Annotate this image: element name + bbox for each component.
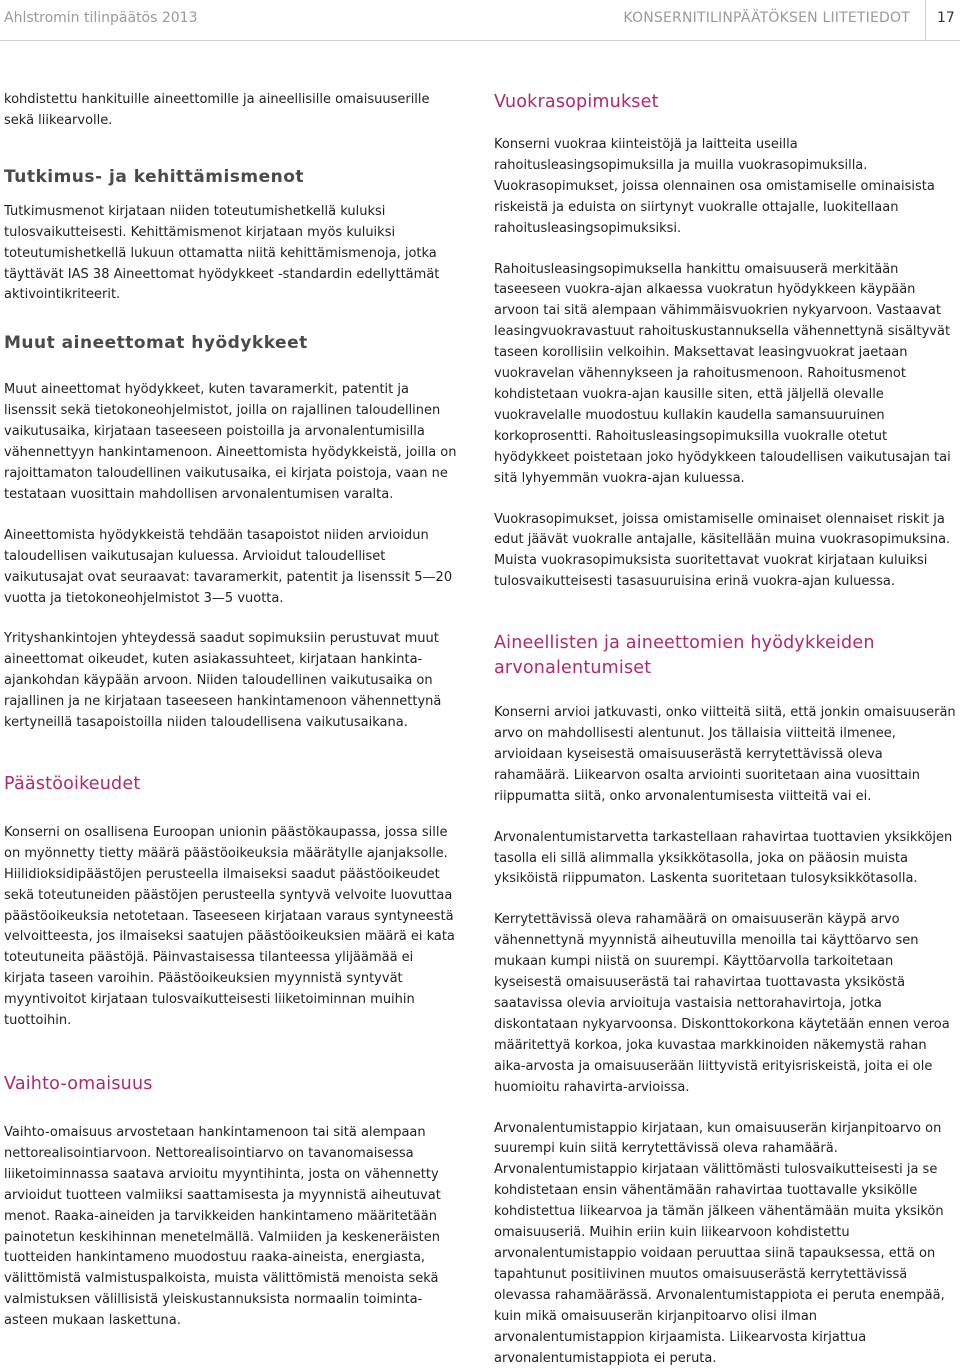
inventory-heading: Vaihto-omaisuus <box>4 1074 153 1094</box>
impairment-paragraph-2: Arvonalentumistarvetta tarkastellaan rahavirtaa tuottavien yksikköjen tasolla eli sillä alimmalla yksikkötasolla, joka on pääosin muista yksiköistä riippumaton. Laskenta suoritetaan tulosyksikkötasolla. <box>494 829 953 887</box>
impairment-heading: Aineellisten ja aineettomien hyödykkeiden arvonalentumiset <box>494 633 875 679</box>
leases-paragraph-3: Vuokrasopimukset, joissa omistamiselle ominaiset olennaiset riskit ja edut jäävät vuokralle antajalle, käsitellään muina vuokrasopimuksina. Muista vuokrasopimuksista suoritettavat vuokrat kirjataan kuluiksi tulosvaikutteisesti tasasuuruisina erinä vuokra-ajan kuluessa. <box>494 511 951 590</box>
leases-heading: Vuokrasopimukset <box>494 92 659 112</box>
report-title: Ahlstromin tilinpäätös 2013 <box>4 10 198 26</box>
leases-paragraph-2: Rahoitusleasingsopimuksella hankittu omaisuuserä merkitään taseeseen vuokra-ajan alkaessa vuokratun hyödykkeen käypään arvoon tai sitä alempaan vähimmäisvuokrien nykyarvoon. Vastaavat leasingvuokravastuut rahoituskustannuksella vähennettynä sisältyvät taseen korollisiin velkoihin. Maksettavat leasingvuokrat jaetaan vuokravelan vähennykseen ja rahoitusmenoon. Rahoitusmenot kohdistetaan vuokra-ajan kausille siten, että jäljellä olevalle vuokravelalle muodostuu kullakin kaudella samansuuruinen korkoprosentti. Rahoitusleasingsopimuksilla vuokralle otetut hyödykkeet poistetaan joko hyödykkeen taloudellisen vaikutusajan tai sitä lyhyemmän vuokra-ajan kuluessa. <box>494 261 951 486</box>
other-intangibles-paragraph-2: Aineettomista hyödykkeistä tehdään tasapoistot niiden arvioidun taloudellisen vaikutusajan kuluessa. Arvioidut taloudelliset vaikutusajat ovat seuraavat: tavaramerkit, patentit ja lisenssit 5—20 vuotta ja tietokoneohjelmistot 3—5 vuotta. <box>4 527 453 606</box>
other-intangibles-paragraph-3: Yrityshankintojen yhteydessä saadut sopimuksiin perustuvat muut aineettomat oikeudet, kuten asiakassuhteet, kirjataan hankinta-ajankohdan käypään arvoon. Niiden taloudellinen vaikutusaika on rajallinen ja ne kirjataan taseeseen hankintamenoon vähennettynä kertyneillä tasapoistoilla niiden taloudellisena vaikutusaikana. <box>4 631 442 731</box>
emissions-heading: Päästöoikeudet <box>4 773 141 794</box>
rd-heading: Tutkimus- ja kehittämismenot <box>4 166 305 187</box>
intro-paragraph: kohdistettu hankituille aineettomille ja aineellisille omaisuuserille sekä liikearvolle. <box>4 92 430 128</box>
section-title: KONSERNITILINPÄÄTÖKSEN LIITETIEDOT <box>623 10 910 26</box>
impairment-paragraph-3: Kerrytettävissä oleva rahamäärä on omaisuuserän käypä arvo vähennettynä myynnistä aiheutuvilla menoilla tai käyttöarvo sen mukaan kumpi niistä on suurempi. Käyttöarvolla tarkoitetaan kyseisestä omaisuuserästä tai rahavirtaa tuottavasta yksiköstä saatavissa olevia arvioituja vastaisia nettorahavirtoja, jotka diskontataan nykyarvoonsa. Diskonttokorkona käytetään ennen veroa määritettyä korkoa, joka kuvastaa markkinoiden näkemystä rahan aika-arvosta ja omaisuuserään liittyvistä erityisriskeistä, joita ei ole huomioitu rahavirta-arvioissa. <box>494 912 950 1095</box>
page-header <box>0 0 960 41</box>
left-column <box>4 90 458 1332</box>
inventory-paragraph: Vaihto-omaisuus arvostetaan hankintamenoon tai sitä alempaan nettorealisointiarvoon. Nettorealisointiarvo on tavanomaisessa liiketoiminnassa saatava arvioitu myyntihinta, josta on vähennetty arvioidut tuotteen valmiiksi saattamisesta ja myynnistä aiheutuvat menot. Raaka-aineiden ja tarvikkeiden hankintameno määritetään painotetun keskihinnan menetelmällä. Valmiiden ja keskeneräisten tuotteiden hankintameno muodostuu raaka-aineista, energiasta, välittömistä valmistuspalkoista, muista välittömistä menoista sekä valmistuksen välillisistä yleiskustannuksista normaalin toiminta-asteen mukaan laskettuna. <box>4 1125 441 1329</box>
page-number: 17 <box>937 10 955 26</box>
right-column <box>494 90 956 1369</box>
rd-paragraph: Tutkimusmenot kirjataan niiden toteutumishetkellä kuluksi tulosvaikutteisesti. Kehittämismenot kirjataan myös kuluiksi toteutumishetkellä lukuun ottamatta niitä kehittämismenoja, jotka täyttävät IAS 38 Aineettomat hyödykkeet -standardin edellyttämät aktivointikriteerit. <box>4 203 440 303</box>
impairment-paragraph-1: Konserni arvioi jatkuvasti, onko viitteitä siitä, että jonkin omaisuuserän arvo on mahdollisesti alentunut. Jos tällaisia viitteitä ilmenee, arvioidaan kyseisestä omaisuuserästä kerrytettävissä oleva rahamäärä. Liikearvon osalta arviointi suoritetaan aina vuosittain riippumatta siitä, onko arvonalentumisesta viitteitä vai ei. <box>494 705 956 804</box>
impairment-paragraph-4: Arvonalentumistappio kirjataan, kun omaisuuserän kirjanpitoarvo on suurempi kuin siitä kerrytettävissä oleva rahamäärä. Arvonalentumistappio kirjataan välittömästi tulosvaikutteisesti ja se kohdistetaan ensin vähentämään rahavirtaa tuottavalle yksikölle kohdistettua liikearvoa ja tämän jälkeen vähentämään muita yksikön omaisuuseriä. Muihin eriin kuin liikearvoon kohdistettu arvonalentumistappio voidaan peruuttaa siinä tapauksessa, että on tapahtunut positiivinen muutos omaisuuserästä kerrytettävissä olevassa rahamäärässä. Arvonalentumistappiota ei peruta enempää, kuin mikä omaisuuserän kirjanpitoarvo olisi ilman arvonalentumistappion kirjaamista. Liikearvosta kirjattua arvonalentumistappiota ei peruta. <box>494 1120 945 1366</box>
header-divider <box>925 0 926 40</box>
leases-paragraph-1: Konserni vuokraa kiinteistöjä ja laitteita useilla rahoitusleasingsopimuksilla ja muilla vuokrasopimuksilla. Vuokrasopimukset, joissa olennainen osa omistamiselle ominaisista riskeistä ja eduista on siirtynyt vuokralle ottajalle, luokitellaan rahoitusleasingsopimuksiksi. <box>494 137 935 236</box>
other-intangibles-paragraph-1: Muut aineettomat hyödykkeet, kuten tavaramerkit, patentit ja lisenssit sekä tietokoneohjelmistot, joilla on rajallinen taloudellinen vaikutusaika, kirjataan taseeseen poistoilla ja arvonalentumisilla vähennettyyn hankintamenoon. Aineettomista hyödykkeistä, joilla on rajoittamaton taloudellinen vaikutusaika, ei kirjata poistoja, vaan ne testataan vuosittain mahdollisen arvonalentumisen varalta. <box>4 382 457 502</box>
other-intangibles-heading: Muut aineettomat hyödykkeet <box>4 333 308 354</box>
emissions-paragraph: Konserni on osallisena Euroopan unionin päästökaupassa, jossa sille on myönnetty tietty määrä päästöoikeuksia määrätylle ajanjaksolle. Hiilidioksidipäästöjen perusteella ilmaiseksi saadut päästöoikeudet sekä toteutuneiden päästöjen perusteella syntyvä velvoite luovuttaa päästöoikeuksia netotetaan. Taseeseen kirjataan varaus syntyneestä velvoitteesta, jos ilmaiseksi saatujen päästöoikeuksien määrä ei kata toteutuneita päästöjä. Päinvastaisessa tilanteessa ylijäämää ei kirjata taseen varoihin. Päästöoikeuksien myynnistä syntyvät myyntivoitot kirjataan tulosvaikutteisesti liiketoiminnan muihin tuottoihin. <box>4 824 455 1029</box>
